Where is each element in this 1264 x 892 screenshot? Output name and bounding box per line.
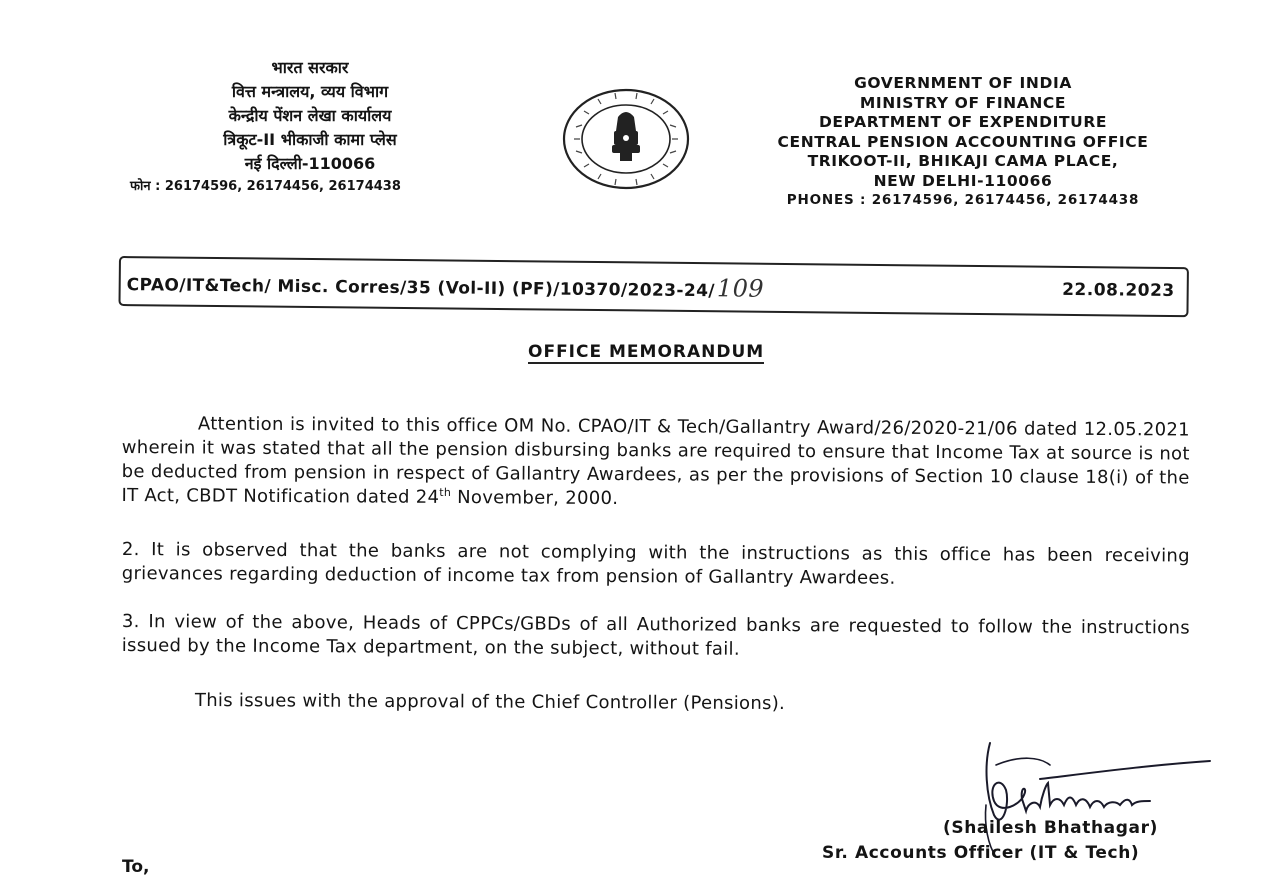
- english-line-2: MINISTRY OF FINANCE: [859, 93, 1067, 112]
- hindi-line-5: नई दिल्ली-110066: [244, 154, 376, 173]
- signatory-name: (Shailesh Bhathagar): [943, 818, 1158, 838]
- reference-box: [118, 256, 1188, 317]
- paragraph-1-tail: November, 2000.: [451, 487, 619, 510]
- hindi-line-4: त्रिकूट-II भीकाजी कामा प्लेस: [223, 130, 397, 149]
- hindi-line-2: वित्त मन्त्रालय, व्यय विभाग: [231, 82, 389, 101]
- english-line-4: CENTRAL PENSION ACCOUNTING OFFICE: [777, 132, 1149, 151]
- to-label: To,: [122, 857, 150, 877]
- english-phone: PHONES : 26174596, 26174456, 26174438: [786, 192, 1140, 208]
- emblem-seal-icon: [560, 87, 692, 191]
- signatory-designation: Sr. Accounts Officer (IT & Tech): [822, 843, 1140, 863]
- memo-title: OFFICE MEMORANDUM: [528, 342, 765, 362]
- english-line-5: TRIKOOT-II, BHIKAJI CAMA PLACE,: [807, 152, 1119, 170]
- paragraph-2: 2. It is observed that the banks are not complying with the instructions as this office has been receiving grievances regarding deduction of income tax from pension of Gallantry Awardees.: [121, 539, 1190, 589]
- english-line-1: GOVERNMENT OF INDIA: [854, 74, 1072, 92]
- english-line-3: DEPARTMENT OF EXPENDITURE: [818, 113, 1108, 131]
- paragraph-3: 3. In view of the above, Heads of CPPCs/GBDs of all Authorized banks are requested to follow the instructions issued by the Income Tax department, on the subject, without fail.: [121, 611, 1190, 660]
- english-letterhead: [738, 74, 1188, 211]
- hindi-line-3: केन्द्रीय पेंशन लेखा कार्यालय: [228, 106, 392, 125]
- handwritten-reference-suffix: 109: [716, 274, 765, 303]
- reference-date: 22.08.2023: [1062, 279, 1175, 302]
- hindi-phone: फोन : 26174596, 26174456, 26174438: [130, 179, 401, 194]
- reference-number-text: CPAO/IT&Tech/ Misc. Corres/35 (Vol-II) (PF)/10370/2023-24/: [126, 275, 716, 302]
- paragraph-4: This issues with the approval of the Chief Controller (Pensions).: [194, 690, 786, 715]
- paragraph-1-superscript: th: [439, 485, 452, 500]
- paragraph-1-text: Attention is invited to this office OM No. CPAO/IT & Tech/Gallantry Award/26/2020-21/06 dated 12.05.2021 wherein it was stated that all the pension disbursing banks are required to ensure that Income Tax at source is not be deducted from pension in respect of Gallantry Awardees, as per the provisions of Section 10 clause 18(i) of the IT Act, CBDT Notification dated 24: [121, 413, 1190, 508]
- hindi-line-1: भारत सरकार: [271, 58, 349, 77]
- english-line-6: NEW DELHI-110066: [873, 171, 1053, 190]
- reference-number: [127, 268, 765, 303]
- hindi-letterhead: [110, 56, 510, 198]
- handwritten-signature: [980, 735, 1220, 860]
- paragraph-1: [121, 412, 1190, 515]
